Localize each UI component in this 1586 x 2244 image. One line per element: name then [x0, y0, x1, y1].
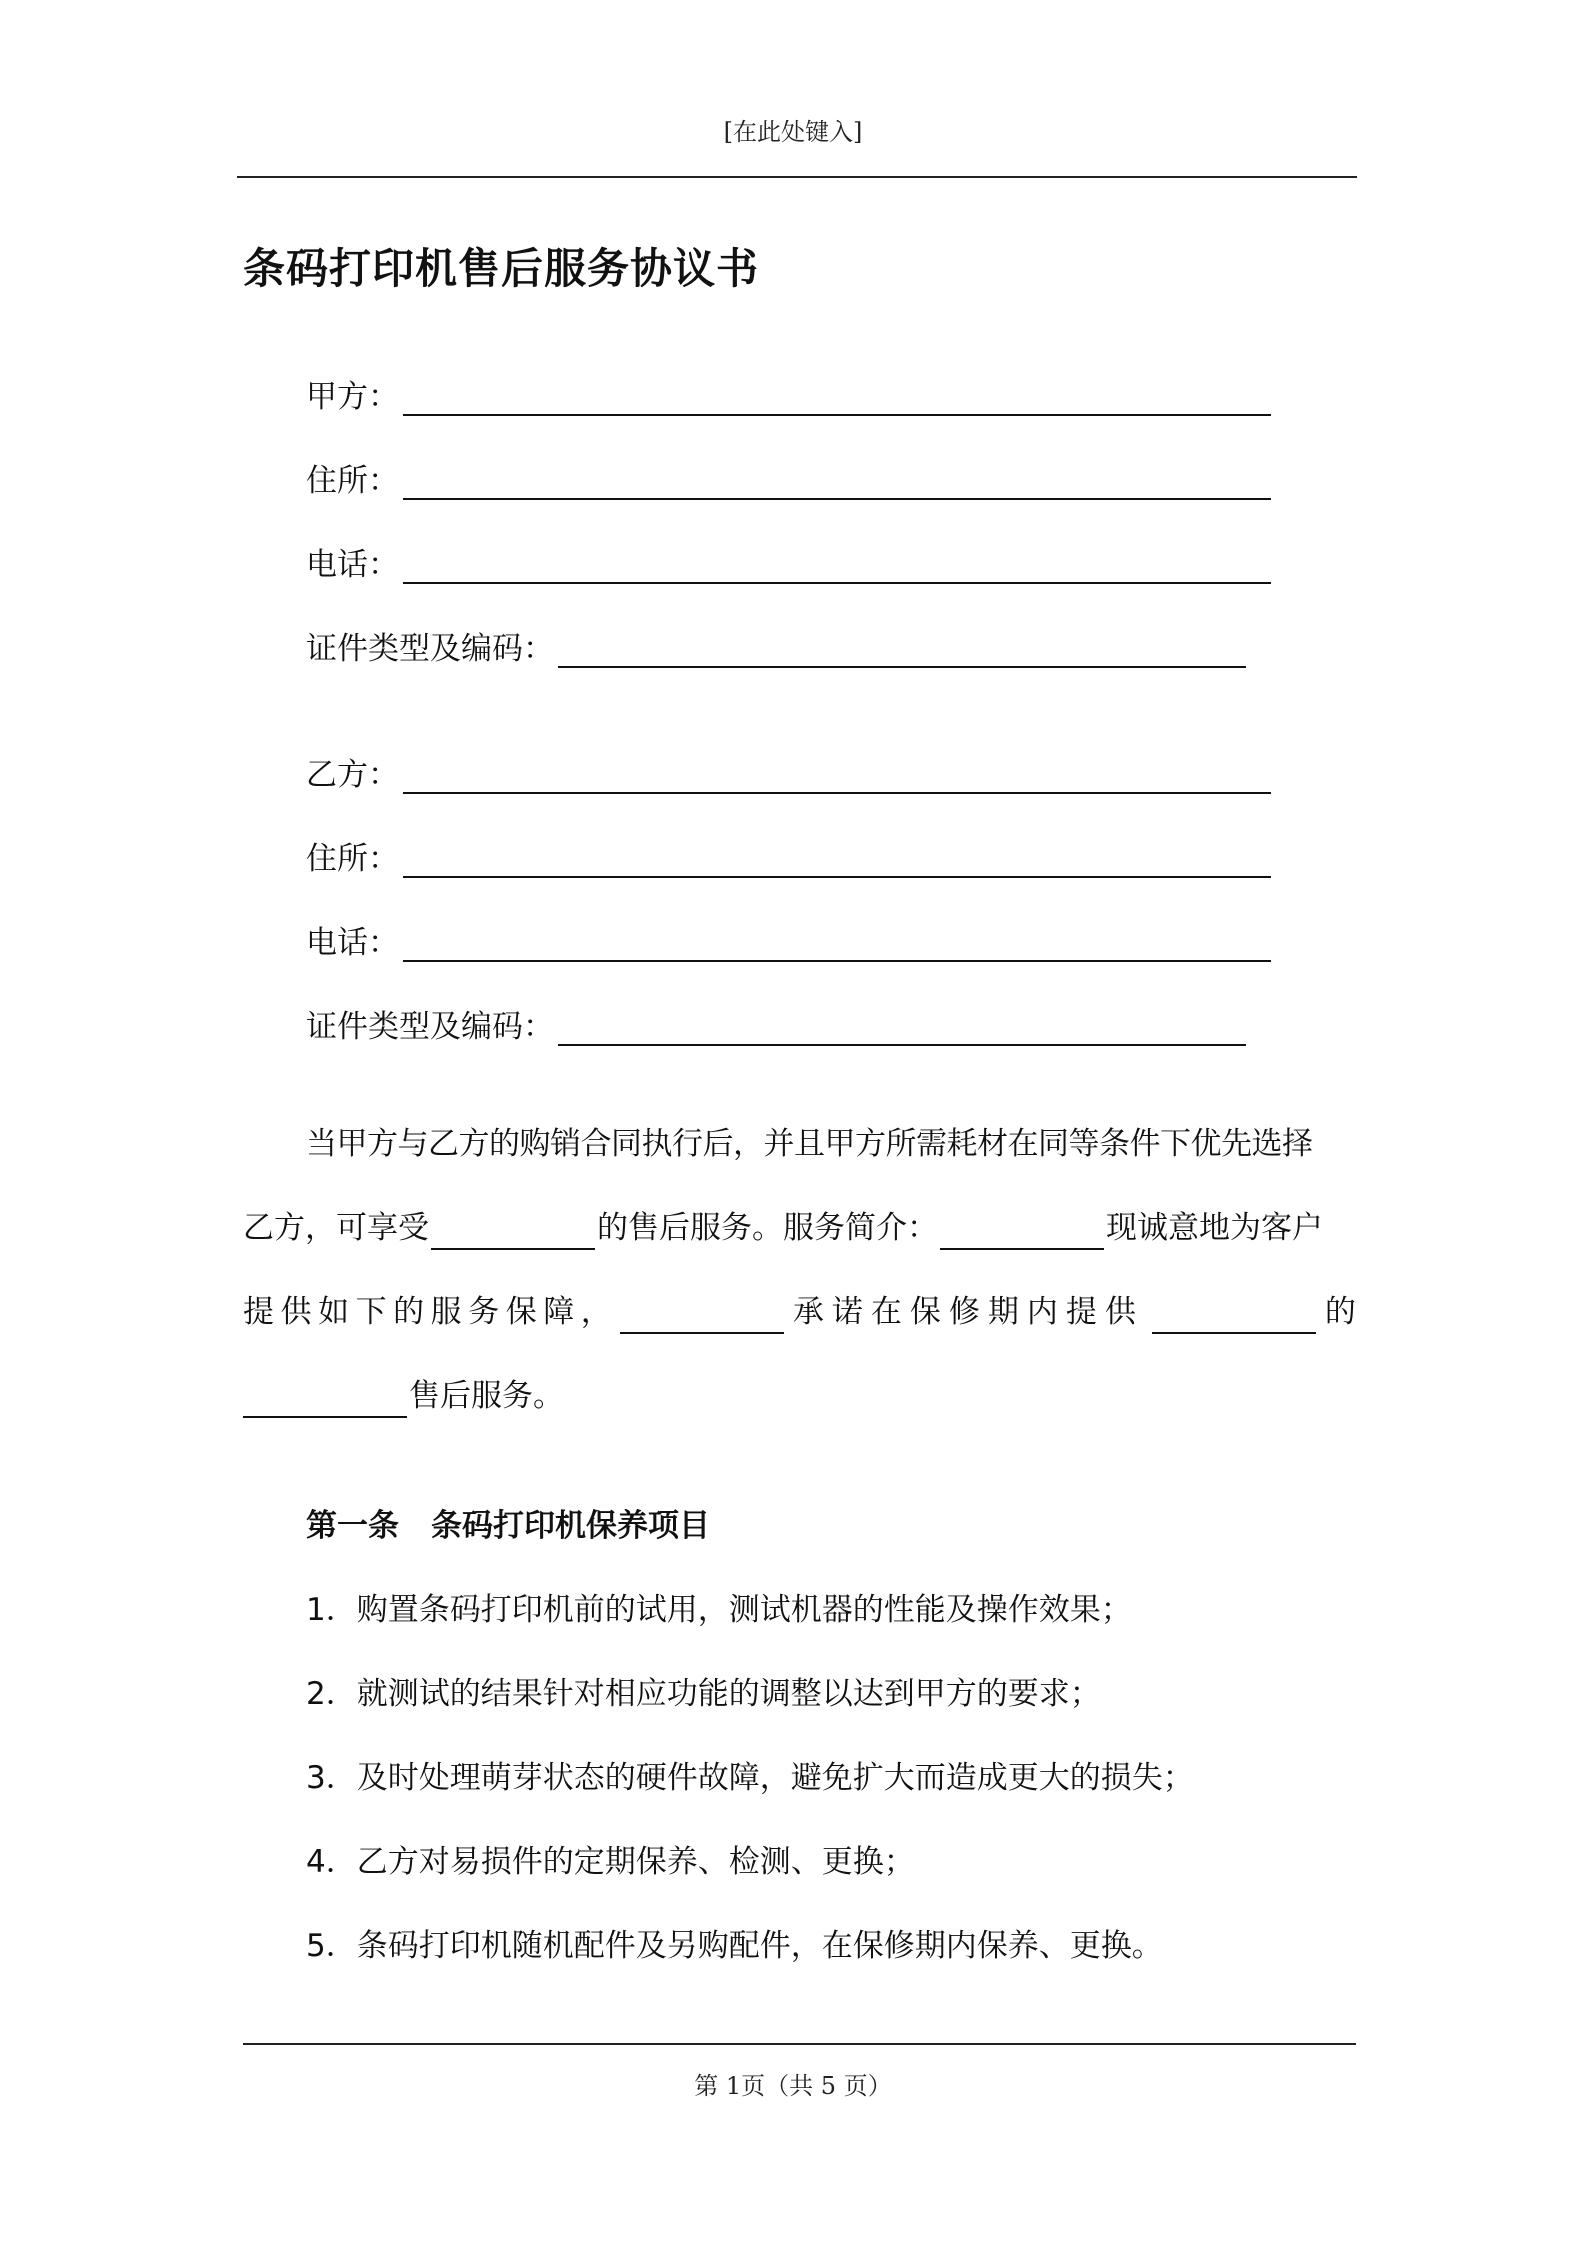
- party-a-address-blank[interactable]: [403, 466, 1271, 500]
- intro-char: 保: [505, 1294, 537, 1330]
- party-a-address-field: [306, 456, 1271, 500]
- list-item: 2．就测试的结果针对相应功能的调整以达到甲方的要求；: [306, 1676, 1101, 1712]
- party-b-id-label: 证件类型及编码：: [306, 1009, 554, 1045]
- intro-line-2-text-b: 的售后服务。服务简介：: [597, 1210, 938, 1246]
- service-type-blank[interactable]: [243, 1386, 407, 1418]
- intro-line-2-text-a: 乙方，可享受: [243, 1210, 429, 1246]
- party-b-name-blank[interactable]: [403, 760, 1271, 794]
- service-scope-blank[interactable]: [431, 1218, 595, 1250]
- list-item: 1．购置条码打印机前的试用，测试机器的性能及操作效果；: [306, 1592, 1132, 1628]
- intro-char: 障: [543, 1294, 575, 1330]
- party-b-phone-label: 电话：: [306, 925, 399, 961]
- intro-char: ，: [580, 1294, 612, 1330]
- party-a-id-field: [306, 624, 1246, 668]
- article-1-title: 条码打印机保养项目: [431, 1508, 710, 1544]
- party-a-name-blank[interactable]: [403, 382, 1271, 416]
- party-b-phone-field: [306, 918, 1271, 962]
- intro-char: 的: [393, 1294, 425, 1330]
- party-b-id-blank[interactable]: [558, 1012, 1246, 1046]
- provider-blank[interactable]: [620, 1302, 784, 1334]
- intro-line-2-text-c: 现诚意地为客户: [1106, 1210, 1323, 1246]
- intro-char: 下: [355, 1294, 387, 1330]
- party-b-phone-blank[interactable]: [403, 928, 1271, 962]
- intro-line-4-text-b: 售后服务。: [409, 1378, 564, 1414]
- party-a-name-label: 甲方：: [306, 379, 399, 415]
- article-1-number: 第一条: [306, 1508, 399, 1544]
- party-a-id-label: 证件类型及编码：: [306, 631, 554, 667]
- header-divider: [237, 176, 1357, 178]
- footer-divider: [243, 2043, 1356, 2045]
- page-header: [在此处键入]: [723, 118, 863, 146]
- party-a-phone-label: 电话：: [306, 547, 399, 583]
- party-a-phone-field: [306, 540, 1271, 584]
- party-a-phone-blank[interactable]: [403, 550, 1271, 584]
- intro-line-2: [243, 1206, 1356, 1250]
- party-a-address-label: 住所：: [306, 463, 399, 499]
- list-item: 3．及时处理萌芽状态的硬件故障，避免扩大而造成更大的损失；: [306, 1760, 1194, 1796]
- party-b-address-label: 住所：: [306, 841, 399, 877]
- list-item: 5．条码打印机随机配件及另购配件，在保修期内保养、更换。: [306, 1928, 1163, 1964]
- intro-line-3: [243, 1290, 1356, 1334]
- party-b-address-blank[interactable]: [403, 844, 1271, 878]
- party-b-address-field: [306, 834, 1271, 878]
- page-number: 第 1页（共 5 页）: [694, 2072, 892, 2100]
- party-a-id-blank[interactable]: [558, 634, 1246, 668]
- party-b-name-label: 乙方：: [306, 757, 399, 793]
- intro-char: 提: [243, 1294, 274, 1330]
- intro-line-1: 当甲方与乙方的购销合同执行后，并且甲方所需耗材在同等条件下优先选择: [306, 1126, 1313, 1162]
- intro-char: 如: [318, 1294, 350, 1330]
- intro-line-3-text-c: 的: [1324, 1294, 1356, 1330]
- list-item: 4．乙方对易损件的定期保养、检测、更换；: [306, 1844, 915, 1880]
- intro-line-3-text-b: 承诺在保修期内提供: [792, 1294, 1144, 1330]
- service-intro-blank[interactable]: [940, 1218, 1104, 1250]
- party-b-id-field: [306, 1002, 1246, 1046]
- party-b-name-field: [306, 750, 1271, 794]
- document-title: 条码打印机售后服务协议书: [243, 244, 760, 293]
- warranty-service-blank[interactable]: [1152, 1302, 1316, 1334]
- intro-char: 供: [280, 1294, 312, 1330]
- intro-line-4: [243, 1374, 1356, 1418]
- article-1-heading: [306, 1500, 710, 1545]
- intro-char: 务: [468, 1294, 500, 1330]
- intro-char: 服: [430, 1294, 462, 1330]
- party-a-name-field: [306, 372, 1271, 416]
